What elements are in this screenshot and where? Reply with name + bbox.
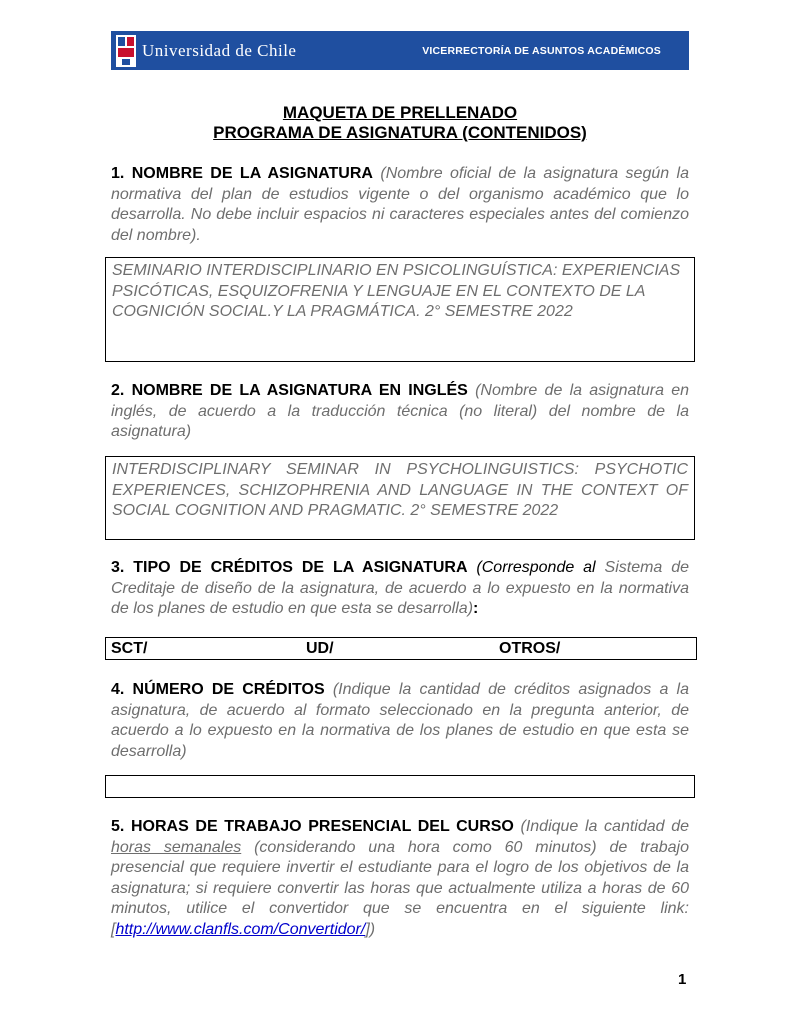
section-5-instr-b: (considerando una hora como 60 minutos) de trabajo presencial que requiere invertir el estudiante para el logro de los objetivos de la asignatura; si requiere convertir las horas que actualmente utiliza a horas de 60 minutos, utilice el convertidor que se encuentra en el siguiente link: [ [111,838,690,938]
section-2-text [111,381,689,443]
section-3-instr-a: (Corresponde al [476,559,596,576]
section-4-heading: 4. NÚMERO DE CRÉDITOS [111,681,325,698]
credit-type-ud: UD/ [306,640,334,657]
course-name-field[interactable] [105,257,695,362]
section-2-heading: 2. NOMBRE DE LA ASIGNATURA EN INGLÉS [111,382,468,399]
document-title-line2: PROGRAMA DE ASIGNATURA (CONTENIDOS) [213,123,587,142]
document-title-line1: MAQUETA DE PRELLENADO [282,103,518,122]
section-1-text [111,164,689,246]
credit-number-field[interactable] [105,775,695,798]
section-5-instr-a: (Indique la cantidad de [520,818,689,835]
section-5-heading: 5. HORAS DE TRABAJO PRESENCIAL DEL CURSO [111,818,514,835]
convertidor-link[interactable]: http://www.clanfls.com/Convertidor/ [115,920,366,938]
credit-number-value [106,776,694,782]
course-name-english-field[interactable] [105,456,695,540]
header-banner [111,31,689,70]
vicerrectoria-label: VICERRECTORÍA DE ASUNTOS ACADÉMICOS [422,44,661,57]
page-number: 1 [678,971,687,988]
university-crest-icon [116,35,136,67]
university-name: Universidad de Chile [142,40,297,60]
credit-type-row[interactable] [105,637,697,660]
credit-type-sct: SCT/ [111,640,148,657]
section-3-heading: 3. TIPO DE CRÉDITOS DE LA ASIGNATURA [111,559,468,576]
course-name-value: SEMINARIO INTERDISCIPLINARIO EN PSICOLINGUÍSTICA: EXPERIENCIAS PSICÓTICAS, ESQUIZOFRENIA Y LENGUAJE EN EL CONTEXTO DE LA COGNICIÓN SOCIAL.Y LA PRAGMÁTICA. 2° SEMESTRE 2022 [112,262,681,320]
section-1-instructions: (Nombre oficial de la asignatura según la normativa del plan de estudios vigente o del organismo académico que lo desarrolla. No debe incluir espacios ni caracteres especiales antes del comienzo del nombre). [111,165,690,244]
section-5-instr-c: ]) [365,920,376,938]
section-3-instr-b: Sistema de Creditaje de diseño de la asignatura, de acuerdo a lo expuesto en la normativa de los planes de estudio en que esta se desarrolla) [111,559,690,617]
section-4-text [111,680,689,762]
section-4-instructions: (Indique la cantidad de créditos asignados a la asignatura, de acuerdo al formato seleccionado en la pregunta anterior, de acuerdo a lo expuesto en la normativa de los planes de estudio en que esta se desarrolla) [111,681,689,760]
section-3-colon: : [473,600,479,617]
section-2-instructions: (Nombre de la asignatura en inglés, de acuerdo a la traducción técnica (no literal) del nombre de la asignatura) [111,382,689,440]
section-3-text [111,558,689,620]
section-5-text [111,817,689,940]
credit-type-otros: OTROS/ [499,640,561,657]
section-1-heading: 1. NOMBRE DE LA ASIGNATURA [111,165,373,182]
section-5-underlined: horas semanales [111,838,242,856]
course-name-english-value: INTERDISCIPLINARY SEMINAR IN PSYCHOLINGUISTICS: PSYCHOTIC EXPERIENCES, SCHIZOPHRENIA AND LANGUAGE IN THE CONTEXT OF SOCIAL COGNITION AND PRAGMATIC. 2° SEMESTRE 2022 [112,461,688,519]
